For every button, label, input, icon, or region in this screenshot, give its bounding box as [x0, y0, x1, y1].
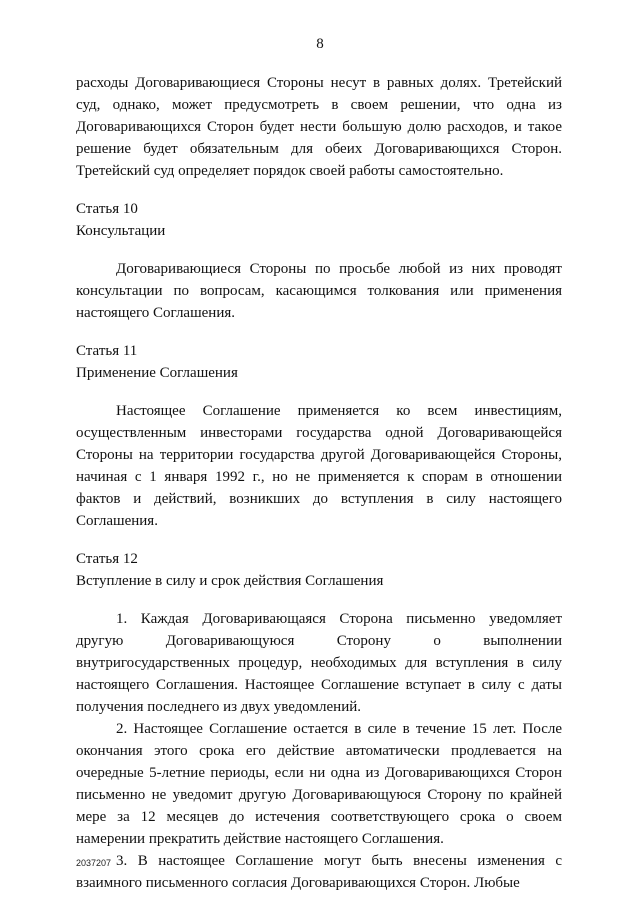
article-number: Статья 11 — [76, 343, 138, 359]
article-number: Статья 10 — [76, 201, 138, 217]
article-paragraph: 3. В настоящее Соглашение могут быть внесены изменения с взаимного письменного согласия Договаривающихся Сторон. Любые — [76, 853, 562, 891]
article-12 — [76, 548, 562, 894]
article-paragraph: 1. Каждая Договаривающаяся Сторона письменно уведомляет другую Договаривающуюся Сторону о выполнении внутригосударственных процедур, необходимых для вступления в силу настоящего Соглашения. Настоящее Соглашение вступает в силу с даты получения последнего из двух уведомлений. — [76, 611, 562, 715]
article-title: Вступление в силу и срок действия Соглашения — [76, 573, 384, 589]
footer-document-code: 2037207 — [76, 858, 112, 868]
intro-paragraph: расходы Договаривающиеся Стороны несут в равных долях. Третейский суд, однако, может предусмотреть в своем решении, что одна из Договаривающихся Сторон будет нести большую долю расходов, и такое решение будет обязательным для обеих Договаривающихся Сторон. Третейский суд определяет порядок своей работы самостоятельно. — [76, 75, 562, 179]
article-11 — [76, 340, 562, 532]
article-paragraph: 2. Настоящее Соглашение остается в силе в течение 15 лет. После окончания этого срока его действие автоматически продлевается на очередные 5-летние периоды, если ни одна из Договаривающихся Сторон письменно не уведомит другую Договаривающуюся Сторону по крайней мере за 12 месяцев до истечения соответствующего срока о своем намерении прекратить действие настоящего Соглашения. — [76, 721, 562, 847]
article-title: Консультации — [76, 223, 166, 239]
article-paragraph: Настоящее Соглашение применяется ко всем инвестициям, осуществленным инвесторами государства одной Договаривающейся Стороны на территории государства другой Договаривающейся Стороны, начиная с 1 января 1992 г., но не применяется к спорам в отношении фактов и действий, возникших до вступления в силу настоящего Соглашения. — [76, 403, 562, 529]
document-body — [76, 72, 562, 894]
article-10 — [76, 198, 562, 324]
article-title: Применение Соглашения — [76, 365, 238, 381]
article-paragraph: Договаривающиеся Стороны по просьбе любой из них проводят консультации по вопросам, касающимся толкования или применения настоящего Соглашения. — [76, 261, 562, 321]
article-number: Статья 12 — [76, 551, 138, 567]
page-number: 8 — [316, 36, 324, 52]
